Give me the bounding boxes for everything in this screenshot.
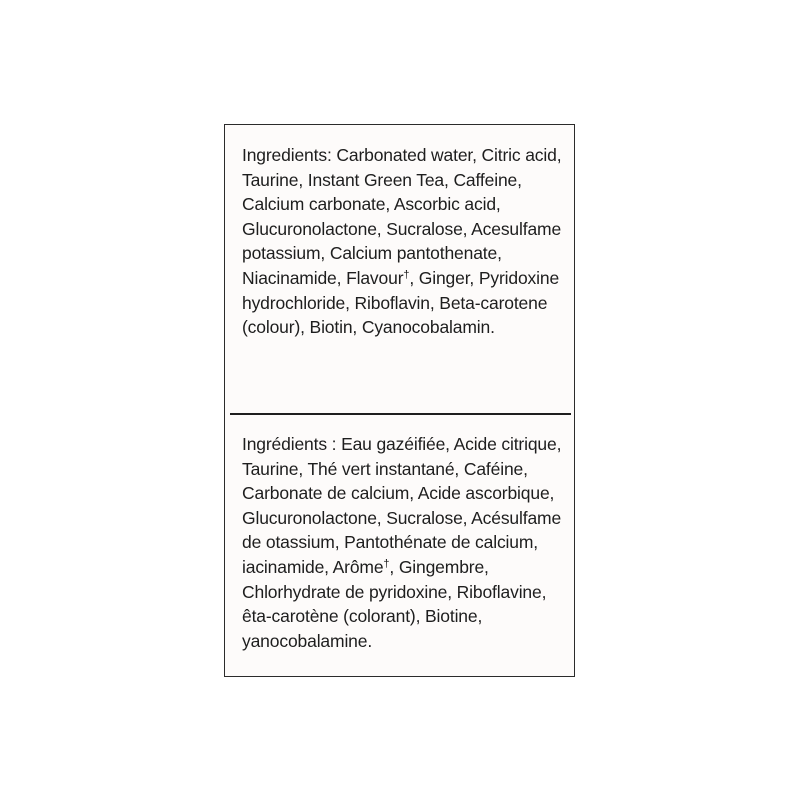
french-ingredients [242,432,564,653]
french-heading: Ingrédients [242,434,327,454]
english-dagger-mark: † [403,268,410,281]
french-dagger-mark: † [383,557,390,570]
english-heading: Ingredients [242,145,327,165]
ingredients-label [224,124,575,677]
french-ingredients-text [242,432,564,653]
english-ingredients-text [242,143,564,340]
english-list-part1: Carbonated water, Citric acid, Taurine, Instant Green Tea, Caffeine, Calcium carbonate, Ascorbic acid, Glucuronolactone, Sucralose, Acesulfame potassium, Calcium pantothenate, Niacinamide, Flavour [242,145,562,288]
english-ingredients [242,143,564,340]
section-divider [230,413,571,415]
french-list-part2: , Gingembre, Chlorhydrate de pyridoxine, Riboflavine, êta-carotène (colorant), Biotine, yanocobalamine. [242,556,547,651]
french-list-part1: Eau gazéifiée, Acide citrique, Taurine, Thé vert instantané, Caféine, Carbonate de calcium, Acide ascorbique, Glucuronolactone, Sucralose, Acésulfame de otassium, Pantothénate de calcium, iacinamide, Arôme [242,434,562,577]
english-separator: : [326,145,337,165]
french-separator: : [326,434,342,454]
english-list-part2: , Ginger, Pyridoxine hydrochloride, Riboflavin, Beta-carotene (colour), Biotin, Cyanocobalamin. [242,267,560,338]
